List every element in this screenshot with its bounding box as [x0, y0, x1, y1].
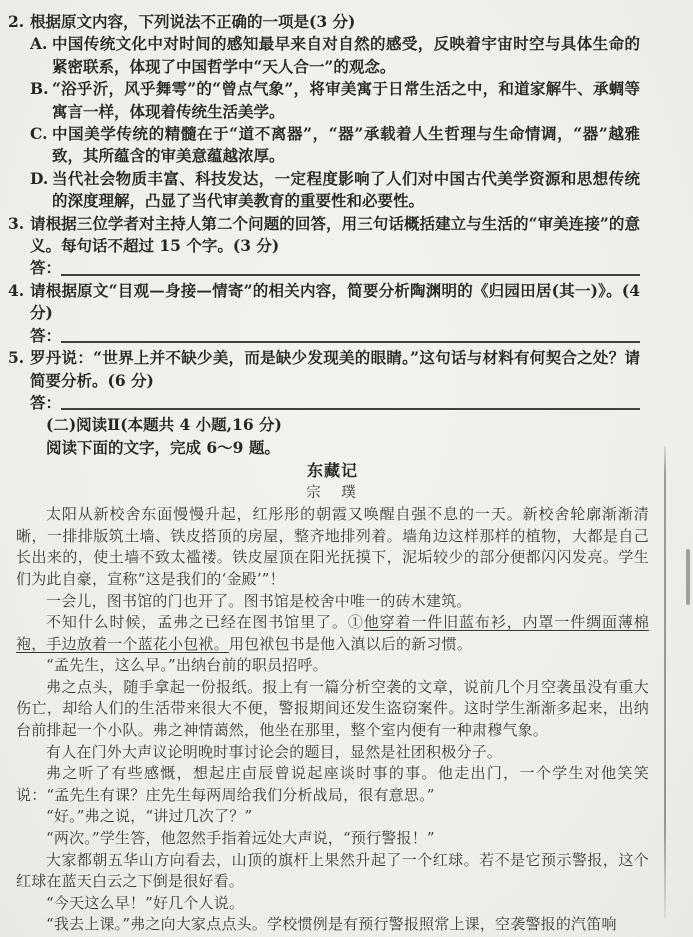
question-stem: 请根据三位学者对主持人第二个问题的回答，用三句话概括建立与生活的“审美连接”的意义。每句话不超过 15 个字。(3 分) [30, 213, 640, 256]
passage-author: 宗 璞 [306, 485, 359, 502]
passage-paragraph-4: “孟先生，这么早。”出纳台前的职员招呼。 [46, 656, 328, 675]
option-b [30, 78, 640, 123]
option-label: C. [30, 124, 48, 144]
passage-paragraph-2: 一会儿，图书馆的门也开了。图书馆是校舍中唯一的砖木建筑。 [46, 591, 472, 610]
reading-ii-section [0, 414, 693, 936]
paragraph-3-suffix: 用包袱包书是他入滇以后的新习惯。 [228, 634, 473, 653]
question-number: 3. [8, 213, 25, 233]
question-number: 4. [8, 280, 25, 300]
passage-paragraph-7: 弗之听了有些感慨，想起庄卣辰曾说起座谈时事的事。他走出门，一个学生对他笑笑说：“孟先生有课？庄先生每两周给我们分析战局，很有意思。” [16, 764, 649, 804]
section-heading: (二)阅读Ⅱ(本题共 4 小题,16 分) [46, 415, 282, 435]
question-stem: 罗丹说：“世界上并不缺少美，而是缺少发现美的眼睛。”这句话与材料有何契合之处？请简要分析。(6 分) [30, 348, 640, 390]
answer-blank-line [61, 321, 640, 343]
question-number: 5. [8, 348, 25, 368]
passage-paragraph-1: 太阳从新校舍东面慢慢升起，红彤彤的朝霞又唤醒自强不息的一天。新校舍轮廓渐渐清晰，一排排版筑土墙、铁皮搭顶的房屋，整齐地排列着。墙角边这样那样的植物，大都是自己长出来的，使土墙不致太褴褛。铁皮屋顶在阳光抚摸下，泥垢较少的部分便都闪闪发亮。学生们为此自豪，宣称“这是我们的‘金殿’”！ [16, 505, 649, 588]
section-instruction: 阅读下面的文字，完成 6～9 题。 [46, 437, 280, 457]
answer-blank-line [61, 253, 640, 275]
question-5-stem-row [8, 347, 640, 392]
question-2 [8, 11, 640, 213]
passage-paragraph-11: “今天这么早！”好几个人说。 [46, 893, 245, 912]
answer-row [30, 325, 640, 347]
answer-label: 答： [30, 392, 62, 412]
passage-title: 东藏记 [306, 461, 358, 481]
question-4-stem-row [8, 280, 640, 325]
option-d [30, 168, 640, 213]
question-number: 2. [8, 12, 25, 31]
underlined-sentence-1: 他穿着一件旧蓝布衫，内罩一件绸面薄棉袍，手边放着一个蓝花小包袱。 [16, 613, 649, 653]
option-label: B. [30, 79, 49, 99]
passage-paragraph-12: “我去上课。”弗之向大家点点头。学校惯例是有预行警报照常上课，空袭警报的汽笛响 [46, 915, 617, 934]
option-text: 当代社会物质丰富、科技发达，一定程度影响了人们对中国古代美学资源和思想传统的深度理解，凸显了当代审美教育的重要性和必要性。 [52, 168, 640, 211]
option-label: D. [30, 168, 49, 188]
question-2-stem-row [8, 11, 640, 33]
passage-paragraph-5: 弗之点头，随手拿起一份报纸。报上有一篇分析空袭的文章，说前几个月空袭虽没有重大伤亡，却给人们的生活带来很大不便，警报期间还发生盗窃案件。这时学生渐渐多起来，出纳台前排起一个小队。弗之神情蔼然，他坐在那里，整个室内便有一种肃穆气象。 [16, 677, 649, 740]
paragraph-3-prefix: 不知什么时候，孟弗之已经在图书馆里了。 [46, 613, 348, 632]
option-c [30, 123, 640, 168]
answer-row [30, 257, 640, 279]
answer-label: 答： [30, 325, 62, 345]
question-2-options [30, 33, 640, 212]
question-4 [8, 280, 640, 347]
question-stem: 请根据原文“目观—身接—情寄”的相关内容，简要分析陶渊明的《归园田居(其一)》。(4 分) [30, 280, 640, 323]
scan-artifact [686, 549, 690, 605]
answer-blank-line [61, 388, 640, 410]
option-label: A. [30, 34, 48, 54]
question-3 [8, 213, 640, 280]
answer-label: 答： [30, 258, 62, 278]
question-3-stem-row [8, 213, 640, 258]
option-text: “浴乎沂，风乎舞雩”的“曾点气象”，将审美寓于日常生活之中，和道家解牛、承蜩等寓言一样，体现着传统生活美学。 [52, 79, 640, 121]
scan-edge-line [664, 446, 666, 918]
passage-paragraph-10: 大家都朝五华山方向看去，山顶的旗杆上果然升起了一个红球。若不是它预示警报，这个红球在蓝天白云之下倒是很好看。 [16, 850, 649, 891]
passage-paragraph-9: “两次。”学生答，他忽然手指着远处大声说，“预行警报！” [46, 829, 435, 848]
questions-section [0, 11, 693, 414]
passage-paragraph-3 [16, 612, 649, 655]
option-text: 中国传统文化中对时间的感知最早来自对自然的感受，反映着宇宙时空与具体生命的紧密联系，体现了中国哲学中“天人合一”的观念。 [52, 34, 640, 76]
option-a [30, 33, 640, 78]
passage-paragraph-6: 有人在门外大声议论明晚时事讨论会的题目，显然是社团积极分子。 [46, 742, 503, 761]
option-text: 中国美学传统的精髓在于“道不离器”，“器”承载着人生哲理与生命情调，“器”越雅致，其所蕴含的审美意蕴越浓厚。 [52, 124, 640, 166]
question-5 [8, 347, 640, 414]
answer-row [30, 392, 640, 414]
passage-paragraph-8: “好。”弗之说，“讲过几次了？” [46, 807, 253, 826]
question-stem: 根据原文内容，下列说法不正确的一项是(3 分) [30, 12, 356, 31]
annotation-marker-1: ① [347, 613, 364, 632]
